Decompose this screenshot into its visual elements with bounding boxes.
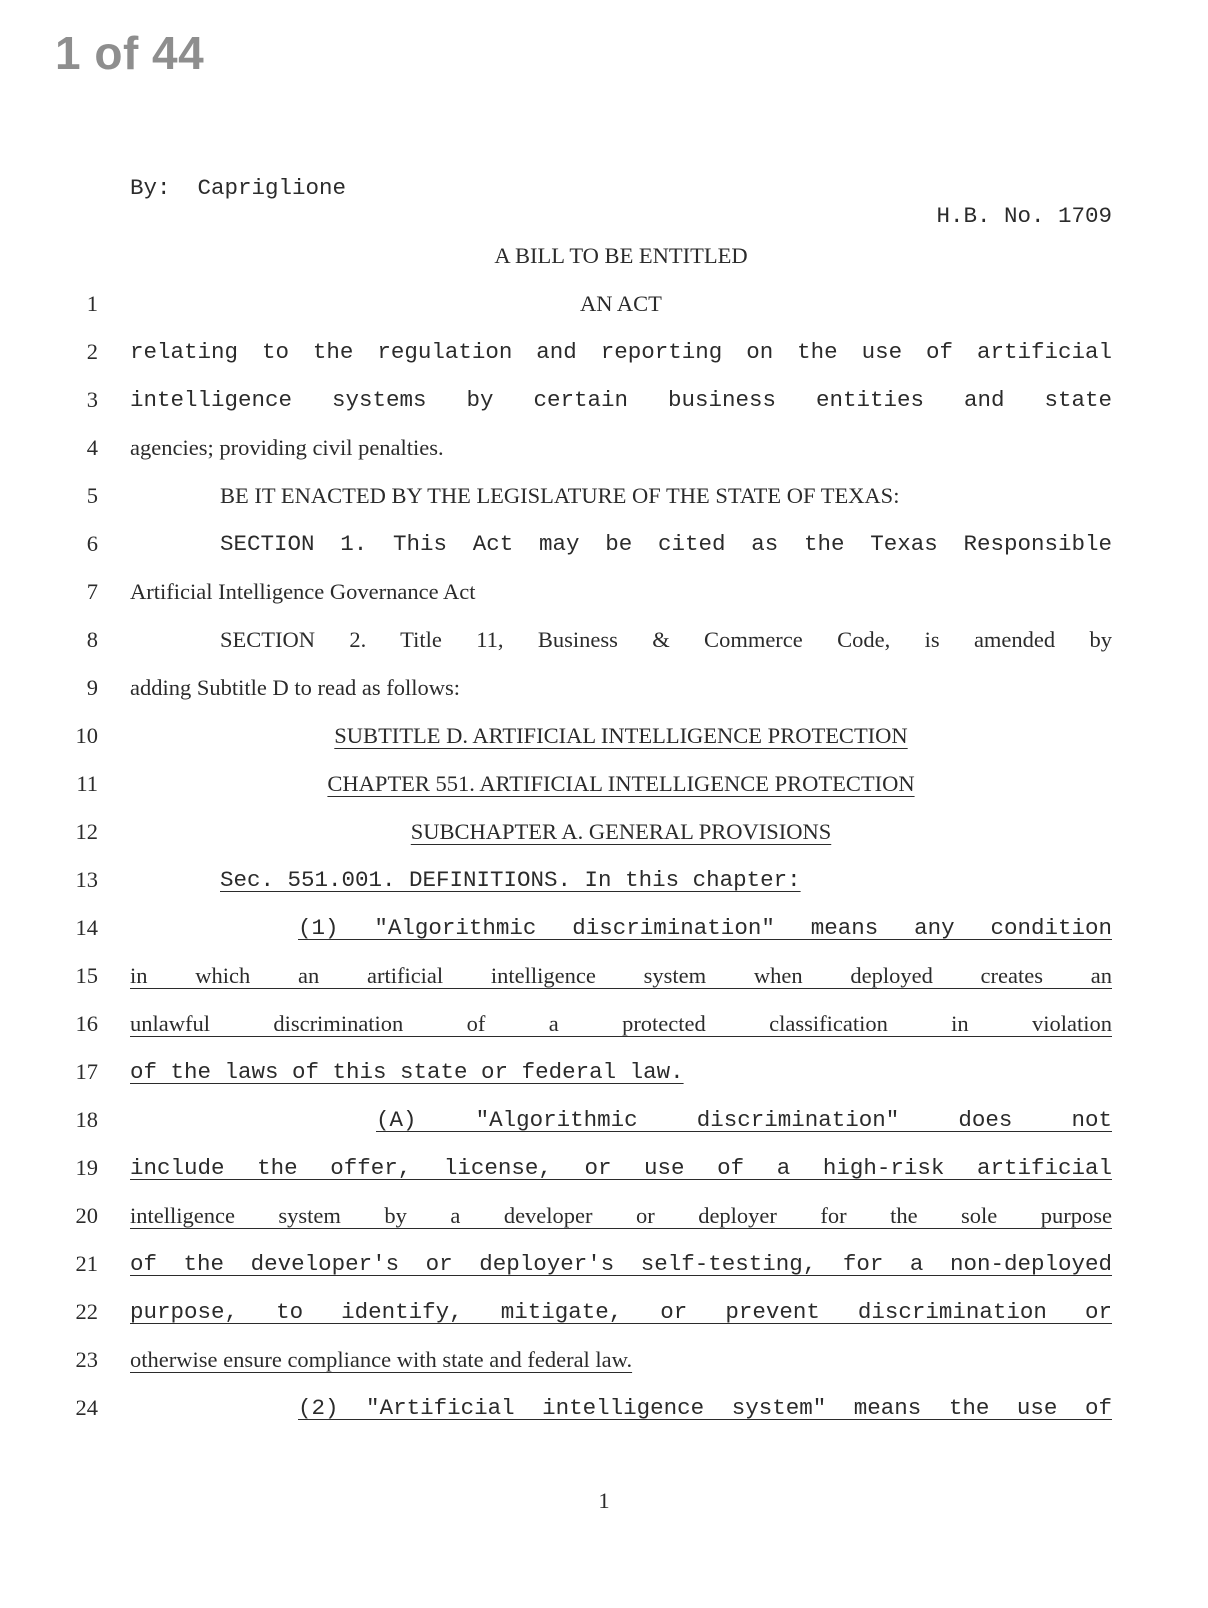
line-number: 3 <box>86 387 98 412</box>
line-number: 20 <box>75 1203 98 1228</box>
line-text: include the offer, license, or use of a high-risk artificial <box>130 1155 1112 1181</box>
line-text: AN ACT <box>580 291 662 316</box>
line-number: 12 <box>75 819 98 844</box>
line-text: relating to the regulation and reporting on the use of artificial <box>130 339 1112 365</box>
line-number: 7 <box>86 579 98 604</box>
line-number: 10 <box>75 723 98 748</box>
line-text: in which an artificial intelligence system when deployed creates an <box>130 963 1112 988</box>
line-text: purpose, to identify, mitigate, or prevent discrimination or <box>130 1299 1112 1325</box>
line <box>0 1106 1208 1154</box>
line <box>0 770 1208 818</box>
line-text: (A) "Algorithmic discrimination" does not <box>376 1107 1112 1133</box>
line-text <box>130 1058 1112 1086</box>
line <box>0 962 1208 1010</box>
line <box>0 578 1208 626</box>
line <box>0 386 1208 434</box>
line-number: 21 <box>75 1251 98 1276</box>
section-heading: Sec. 551.001. DEFINITIONS. In this chapter: <box>220 867 801 893</box>
line-number: 6 <box>86 531 98 556</box>
page-counter: 1 of 44 <box>55 27 205 79</box>
line <box>0 1394 1208 1442</box>
line-text <box>130 1346 1112 1374</box>
line <box>0 434 1208 482</box>
line-number: 14 <box>75 915 98 940</box>
line-text: SECTION 2. Title 11, Business & Commerce Code, is amended by <box>220 627 1112 652</box>
line-number: 8 <box>86 627 98 652</box>
bill-entitled-heading: A BILL TO BE ENTITLED <box>494 243 748 268</box>
line-text: intelligence systems by certain business entities and state <box>130 387 1112 413</box>
line-number: 22 <box>75 1299 98 1324</box>
line-text: unlawful discrimination of a protected classification in violation <box>130 1011 1112 1036</box>
line-number: 4 <box>86 435 98 460</box>
line <box>0 1298 1208 1346</box>
line-text: intelligence system by a developer or deployer for the sole purpose <box>130 1203 1112 1228</box>
underlined-text: otherwise ensure compliance with state and federal law. <box>130 1347 633 1372</box>
line-number: 16 <box>75 1011 98 1036</box>
line-number: 9 <box>86 675 98 700</box>
line-text <box>130 770 1112 798</box>
line <box>0 1202 1208 1250</box>
line-text: agencies; providing civil penalties. <box>130 435 444 460</box>
subtitle-heading: SUBTITLE D. ARTIFICIAL INTELLIGENCE PROTECTION <box>334 723 908 748</box>
line <box>0 1058 1208 1106</box>
line-text: (1) "Algorithmic discrimination" means any condition <box>298 915 1112 941</box>
line <box>0 530 1208 578</box>
line-text: Artificial Intelligence Governance Act <box>130 579 476 604</box>
line <box>0 1346 1208 1394</box>
line <box>0 818 1208 866</box>
line <box>0 866 1208 914</box>
line-number: 15 <box>75 963 98 988</box>
line <box>0 1250 1208 1298</box>
line-text: SECTION 1. This Act may be cited as the Texas Responsible <box>220 531 1112 557</box>
line-number: 1 <box>86 291 98 316</box>
line <box>0 722 1208 770</box>
line <box>0 1010 1208 1058</box>
line-number: 5 <box>86 483 98 508</box>
chapter-heading: CHAPTER 551. ARTIFICIAL INTELLIGENCE PROTECTION <box>327 771 915 796</box>
subchapter-heading: SUBCHAPTER A. GENERAL PROVISIONS <box>410 819 832 844</box>
line-text <box>220 866 1112 894</box>
line-number: 2 <box>86 339 98 364</box>
line <box>0 338 1208 386</box>
bill-number: H.B. No. 1709 <box>936 203 1112 229</box>
line <box>0 626 1208 674</box>
line-number: 23 <box>75 1347 98 1372</box>
line-number: 19 <box>75 1155 98 1180</box>
line <box>0 482 1208 530</box>
line-text: (2) "Artificial intelligence system" means the use of <box>298 1395 1112 1421</box>
line-number: 11 <box>76 771 98 796</box>
bill-header <box>130 146 1112 230</box>
line-text: adding Subtitle D to read as follows: <box>130 675 460 700</box>
line-number: 18 <box>75 1107 98 1132</box>
line <box>0 914 1208 962</box>
line-number: 24 <box>75 1395 98 1420</box>
line-text: of the developer's or deployer's self-testing, for a non-deployed <box>130 1251 1112 1277</box>
line-text <box>130 818 1112 846</box>
line <box>0 674 1208 722</box>
footer-page-number: 1 <box>598 1488 610 1513</box>
line <box>0 1154 1208 1202</box>
line-number: 13 <box>75 867 98 892</box>
underlined-text: of the laws of this state or federal law. <box>130 1059 684 1085</box>
line-text <box>130 722 1112 750</box>
line-number: 17 <box>75 1059 98 1084</box>
line <box>0 290 1208 338</box>
sponsor: By: Capriglione <box>130 175 347 201</box>
line-text: BE IT ENACTED BY THE LEGISLATURE OF THE STATE OF TEXAS: <box>220 483 900 508</box>
